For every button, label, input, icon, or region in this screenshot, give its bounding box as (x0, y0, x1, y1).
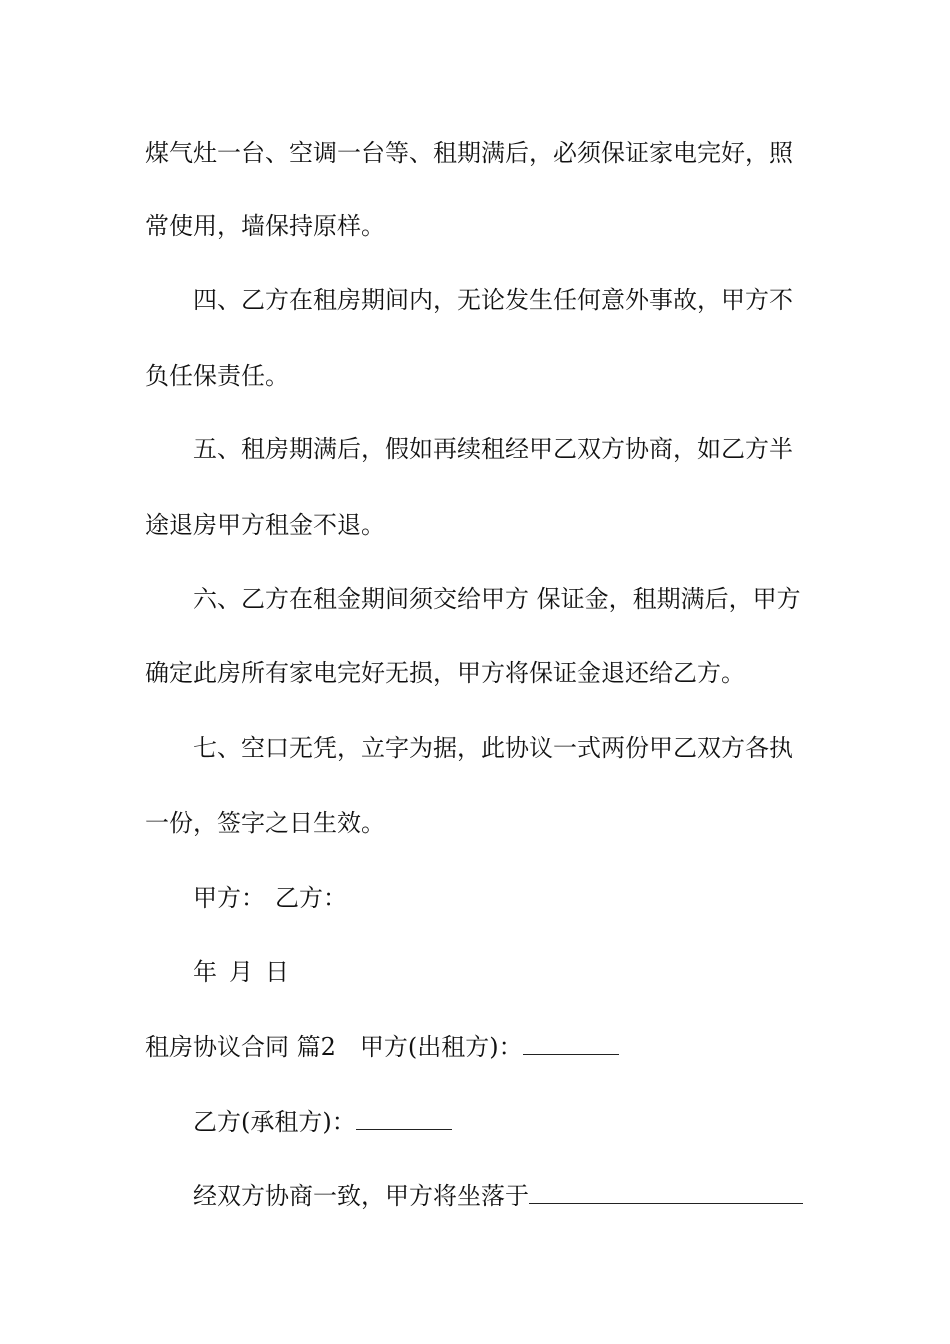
party-a-signature-label: 甲方： (193, 884, 265, 912)
date-day-label: 日 (265, 958, 289, 986)
lessor-blank (523, 1032, 619, 1055)
paragraph-line: 常使用，墙保持原样。 (145, 212, 385, 240)
location-blank (529, 1181, 803, 1204)
location-line (193, 1181, 803, 1211)
paragraph-line: 确定此房所有家电完好无损，甲方将保证金退还给乙方。 (145, 659, 745, 687)
clause-five-line: 五、租房期满后，假如再续租经甲乙双方协商，如乙方半 (193, 435, 793, 463)
clause-seven-line: 七、空口无凭，立字为据，此协议一式两份甲乙双方各执 (193, 734, 793, 762)
section2-header-line (145, 1032, 619, 1062)
paragraph-line: 途退房甲方租金不退。 (145, 511, 385, 539)
location-text: 经双方协商一致，甲方将坐落于 (193, 1182, 529, 1210)
lessee-line (193, 1107, 452, 1137)
date-year-label: 年 (193, 958, 217, 986)
signature-line (193, 883, 347, 913)
paragraph-line: 煤气灶一台、空调一台等、租期满后，必须保证家电完好，照 (145, 139, 793, 167)
party-b-signature-label: 乙方： (275, 884, 347, 912)
lessee-blank (356, 1107, 452, 1130)
lessee-label: 乙方(承租方)： (193, 1108, 356, 1136)
paragraph-line: 一份，签字之日生效。 (145, 809, 385, 837)
lessor-label: 甲方(出租方)： (359, 1033, 523, 1061)
clause-six-line: 六、乙方在租金期间须交给甲方 保证金，租期满后，甲方 (193, 585, 801, 613)
clause-four-line: 四、乙方在租房期间内，无论发生任何意外事故，甲方不 (193, 286, 793, 314)
date-line (193, 957, 289, 987)
paragraph-line: 负任保责任。 (145, 362, 289, 390)
section2-title: 租房协议合同 篇2 (145, 1033, 336, 1061)
date-month-label: 月 (229, 958, 253, 986)
